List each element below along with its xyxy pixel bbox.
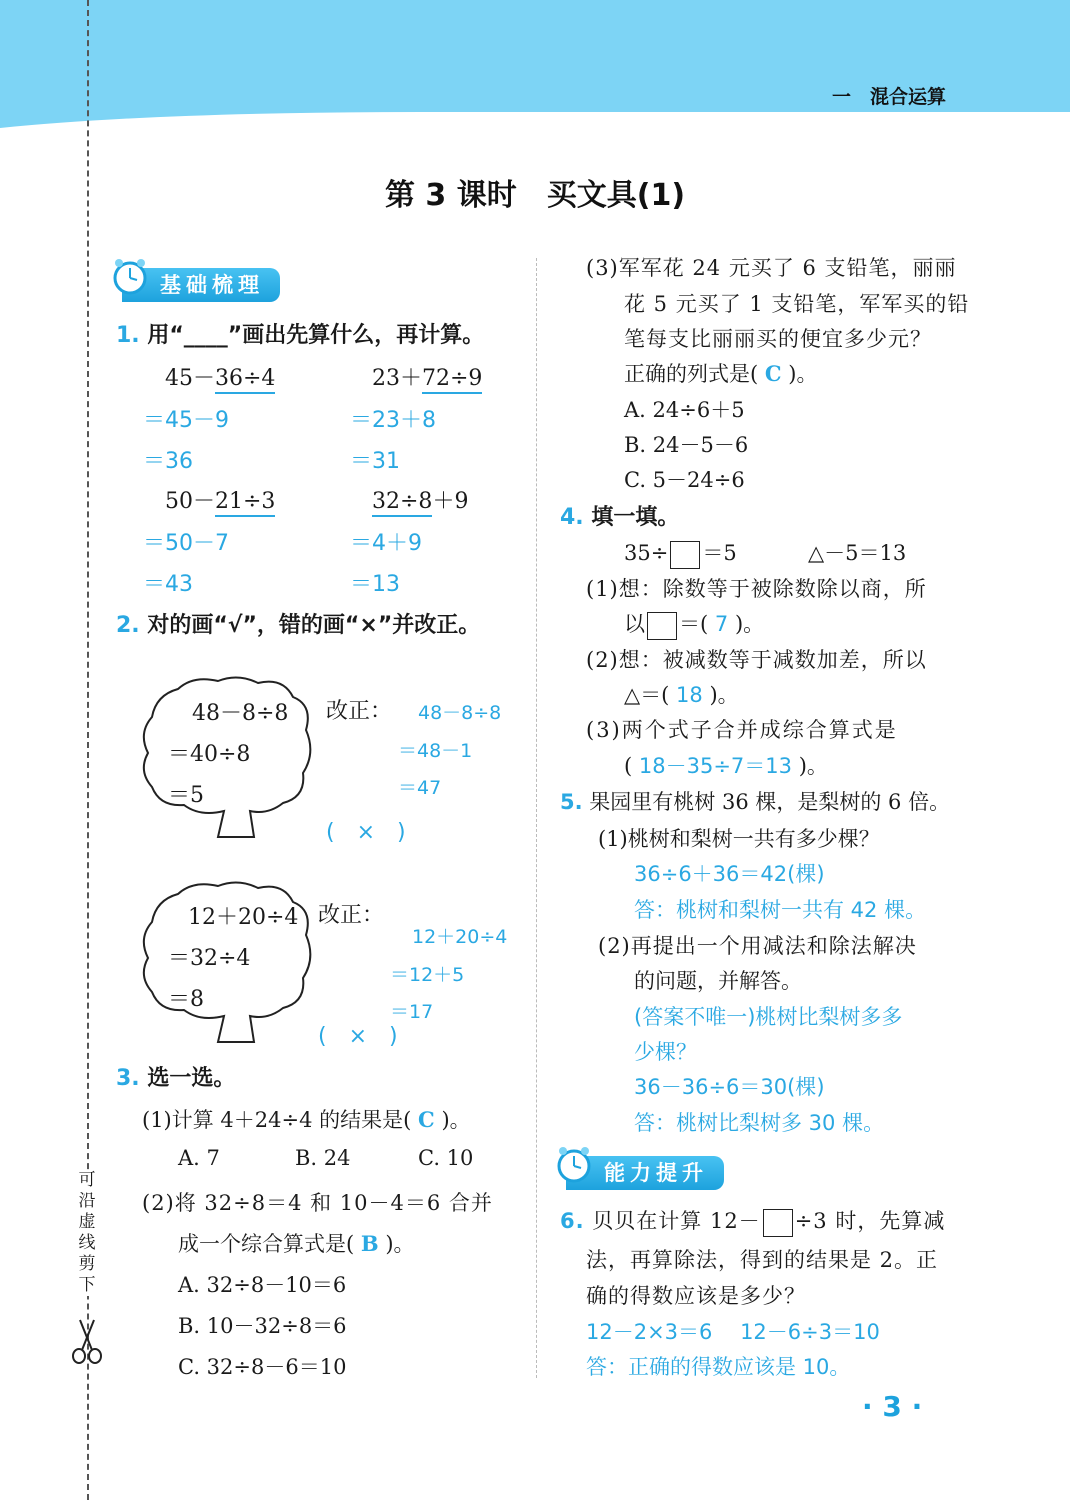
clock-icon: [110, 254, 154, 298]
q5-a2-line1: (答案不唯一)桃树比梨树多多: [634, 1005, 903, 1029]
q5-a2-line2: 少棵？: [634, 1040, 697, 1064]
q1-expr-1-step2: ＝36: [143, 449, 193, 474]
q5: 5. 果园里有桃树 36 棵，是梨树的 6 倍。: [560, 790, 951, 814]
side-note: 可沿虚线剪下: [76, 1170, 98, 1296]
q1-expr-2-step1: ＝23＋8: [350, 408, 436, 433]
q6-answer-2: 答：正确的得数应该是 10。: [586, 1355, 851, 1379]
q5-p2-line1: (2)再提出一个用减法和除法解决: [598, 934, 917, 958]
tree1-line1: 48－8÷8: [192, 701, 289, 726]
q3-3-line3: 笔每支比丽丽买的便宜多少元？: [624, 327, 932, 351]
q6-line2: 法，再算除法，得到的结果是 2。正: [586, 1248, 939, 1272]
section-basic-badge: 基础梳理: [122, 268, 280, 302]
q4-p3-line1: (3)两个式子合并成综合算式是: [586, 718, 898, 742]
clock-icon: [554, 1142, 598, 1186]
q4-p1-line1: (1)想：除数等于被除数除以商，所: [586, 577, 927, 601]
q1-expr-1-step1: ＝45－9: [143, 408, 229, 433]
q5-a1b: 答：桃树和梨树一共有 42 棵。: [634, 898, 927, 922]
fix2-line1: 12＋20÷4: [412, 926, 508, 948]
fix2-line2: ＝12＋5: [390, 964, 465, 986]
q3-3-opt-b: B. 24－5－6: [624, 433, 749, 457]
section-advanced-badge: 能力提升: [566, 1156, 724, 1190]
page-title: 第 3 课时 买文具(1): [384, 178, 686, 213]
q4-p3-line2: ( 18－35÷7＝13 )。: [624, 754, 828, 778]
q3-1-opt-b: B. 24: [295, 1146, 351, 1170]
tree2-line2: ＝32÷4: [168, 946, 251, 971]
q3-1-opt-a: A. 7: [178, 1146, 220, 1170]
q5-a1: 36÷6＋36＝42(棵): [634, 862, 825, 886]
blank-box: [763, 1209, 793, 1237]
page-number: · 3 ·: [862, 1390, 923, 1423]
q3-2-line1: (2)将 32÷8＝4 和 10－4＝6 合并: [142, 1191, 493, 1215]
fix-label-1: 改正：: [326, 699, 393, 724]
q3-2-opt-b: B. 10－32÷8＝6: [178, 1314, 347, 1338]
mark-2: ( × ): [318, 1024, 398, 1049]
q6-line3: 确的得数应该是多少？: [586, 1284, 806, 1308]
fix1-line3: ＝47: [398, 777, 442, 799]
q4-eq2: △－5＝13: [808, 541, 907, 565]
q5-a2-line3: 36－36÷6＝30(棵): [634, 1075, 825, 1099]
q1-expr-4-step1: ＝4＋9: [350, 531, 422, 556]
q6-line1: 6. 贝贝在计算 12－ ÷3 时，先算减: [560, 1205, 945, 1237]
q6-answer-1: 12－2×3＝6 12－6÷3＝10: [586, 1320, 880, 1344]
fix1-line1: 48－8÷8: [418, 702, 502, 724]
q5-p2-line2: 的问题，并解答。: [634, 969, 802, 993]
chapter-label: 一 混合运算: [832, 86, 947, 108]
q3-3-line2: 花 5 元买了 1 支铅笔，军军买的铅: [624, 292, 970, 316]
q4-eq1: 35÷ ＝5: [624, 537, 737, 569]
q1-expr-2: 23＋72÷9: [372, 361, 482, 392]
q1-expr-3: 50－21÷3: [165, 484, 275, 515]
q4-p2-line2: △＝( 18 )。: [624, 683, 739, 707]
header-banner: [0, 0, 1070, 140]
fix2-line3: ＝17: [390, 1001, 434, 1023]
q4-p1-line2: 以 ＝( 7 )。: [624, 608, 764, 640]
blank-box: [670, 541, 700, 569]
tree1-line2: ＝40÷8: [168, 742, 251, 767]
tree2-line3: ＝8: [168, 987, 204, 1012]
q3-1: (1)计算 4＋24÷4 的结果是( C )。: [142, 1107, 471, 1132]
q1-expr-3-step1: ＝50－7: [143, 531, 229, 556]
fix1-line2: ＝48－1: [398, 740, 473, 762]
q3-2-line2: 成一个综合算式是( B )。: [178, 1231, 415, 1256]
q4: 4. 填一填。: [560, 505, 680, 530]
q1-expr-3-step2: ＝43: [143, 572, 193, 597]
column-divider: [536, 258, 537, 1378]
mark-1: ( × ): [326, 820, 406, 845]
scissors-icon: [70, 1318, 104, 1366]
q5-p1: (1)桃树和梨树一共有多少棵？: [598, 827, 880, 851]
q1-expr-4: 32÷8＋9: [372, 484, 468, 515]
q3-1-opt-c: C. 10: [418, 1146, 474, 1170]
q3-3-line4: 正确的列式是( C )。: [624, 361, 818, 386]
q1: 1. 用“____”画出先算什么，再计算。: [116, 323, 485, 348]
tree2-line1: 12＋20÷4: [188, 905, 299, 930]
q1-expr-1: 45－36÷4: [165, 361, 275, 392]
q2: 2. 对的画“√”，错的画“×”并改正。: [116, 613, 481, 638]
q3: 3. 选一选。: [116, 1066, 236, 1091]
q3-3-opt-c: C. 5－24÷6: [624, 468, 745, 492]
q1-expr-2-step2: ＝31: [350, 449, 400, 474]
q3-2-opt-c: C. 32÷8－6＝10: [178, 1355, 347, 1379]
q3-3-line1: (3)军军花 24 元买了 6 支铅笔，丽丽: [586, 256, 957, 280]
q1-expr-4-step2: ＝13: [350, 572, 400, 597]
q5-a2-line4: 答：桃树比梨树多 30 棵。: [634, 1111, 885, 1135]
q3-3-opt-a: A. 24÷6＋5: [624, 398, 745, 422]
q4-p2-line1: (2)想：被减数等于减数加差，所以: [586, 648, 927, 672]
fix-label-2: 改正：: [318, 903, 385, 928]
q3-2-opt-a: A. 32÷8－10＝6: [178, 1273, 347, 1297]
tree1-line3: ＝5: [168, 783, 204, 808]
